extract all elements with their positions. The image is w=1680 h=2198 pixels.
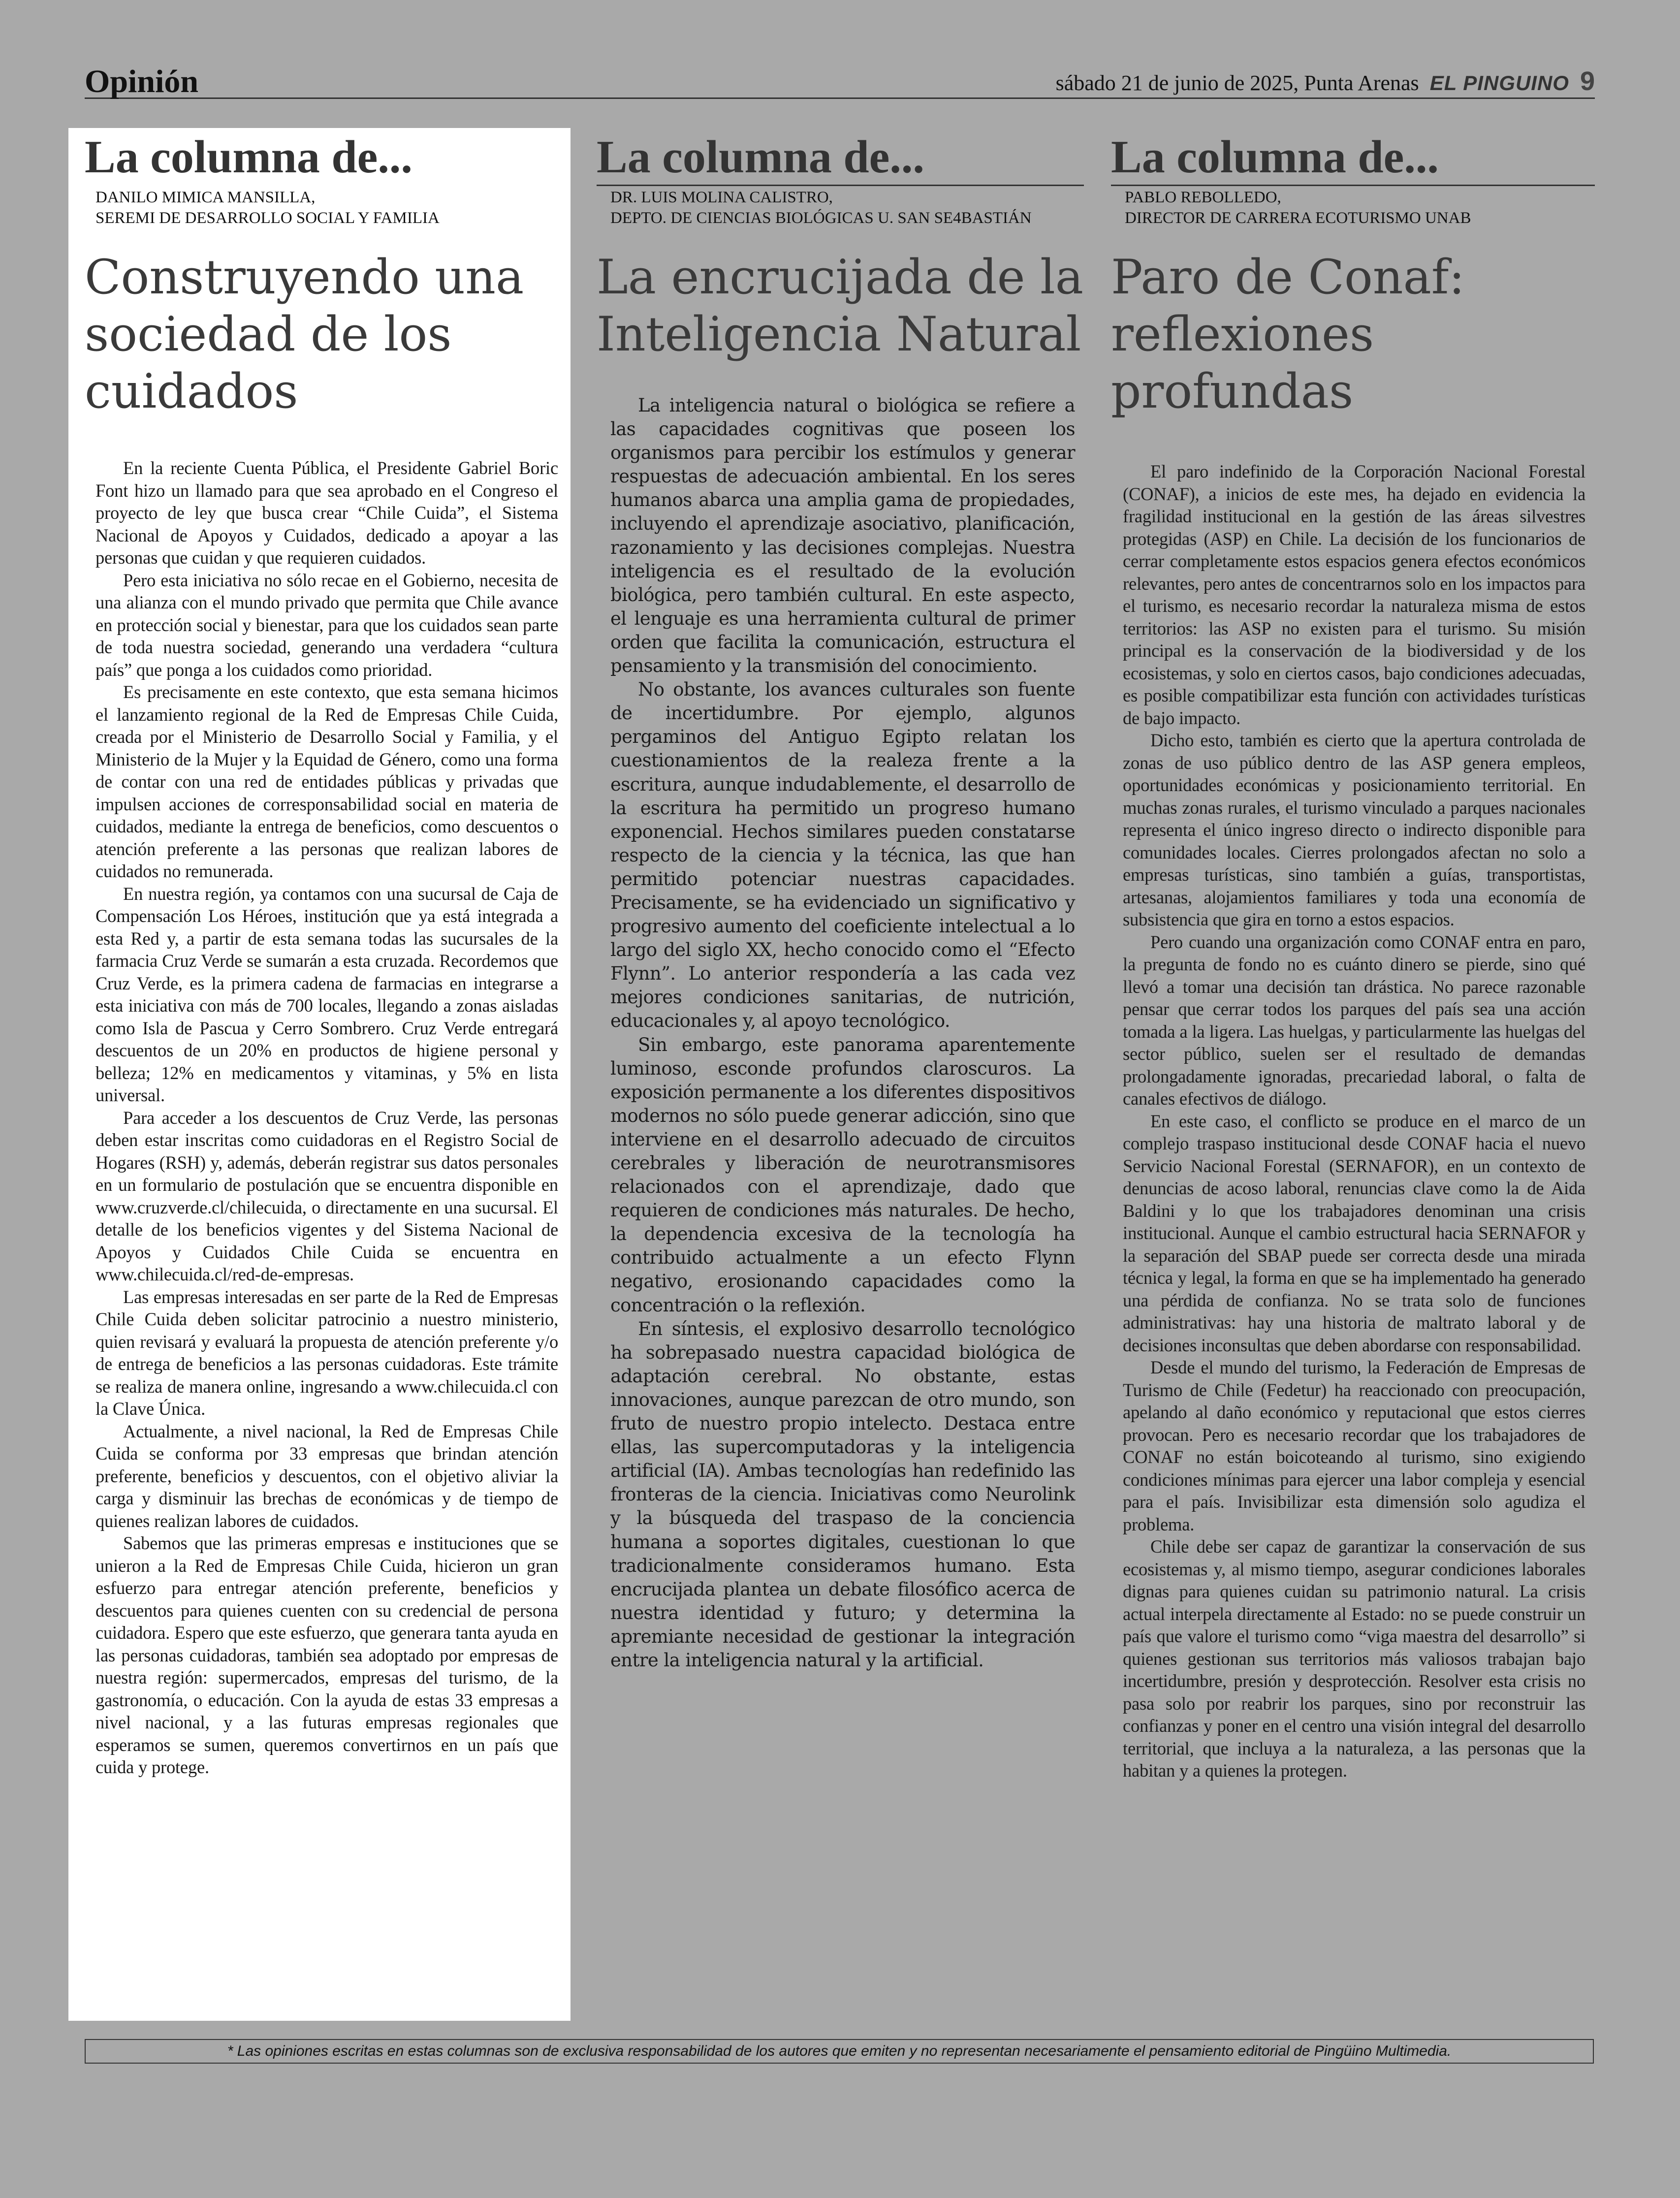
dateline: sábado 21 de junio de 2025, Punta Arenas [1055, 71, 1419, 95]
author-byline [610, 187, 1032, 228]
page-header [85, 59, 1595, 99]
header-dateline-group [1056, 66, 1595, 96]
column-divider [597, 185, 1084, 186]
column-label: La columna de... [597, 131, 924, 183]
article-headline: Paro de Conaf: reflexiones profundas [1111, 250, 1465, 419]
paragraph: No obstante, los avances culturales son fuente de incertidumbre. Por ejemplo, algunos pergaminos del Antiguo Egipto relatan los cuestionamientos de la realeza frente a la escritura, aunque indudablemente, el desarrollo de la escritura ha permitido un progreso humano exponencial. Hechos similares pueden constatarse respecto de la ciencia y la técnica, las que han permitido potenciar nuestras capacidades. Precisamente, se ha evidenciado un significativo y progresivo aumento del coeficiente intelectual a lo largo del siglo XX, hecho conocido como el “Efecto Flynn”. Lo anterior respondería a las cada vez mejores condiciones sanitarias, de nutrición, educacionales y, al apoyo tecnológico. [610, 679, 1075, 1032]
column-label: La columna de... [1111, 131, 1439, 183]
paragraph: Pero esta iniciativa no sólo recae en el Gobierno, necesita de una alianza con el mundo privado que permita que Chile avance en protección social y bienestar, para que los cuidados sean parte de toda nuestra sociedad, generando una verdadera “cultura país” que ponga a los cuidados como prioridad. [95, 570, 558, 680]
author-name: DR. LUIS MOLINA CALISTRO, [610, 189, 833, 206]
newspaper-logo: EL PINGUINO [1429, 71, 1569, 95]
paragraph: En este caso, el conflicto se produce en el marco de un complejo traspaso institucional desde CONAF hacia el nuevo Servicio Nacional Forestal (SERNAFOR), en un contexto de denuncias de acoso laboral, renuncias clave como la de Aida Baldini y lo que los trabajadores denominan una crisis institucional. Aunque el cambio estructural hacia SERNAFOR y la separación del SBAP puede ser correcta desde una mirada técnica y legal, la forma en que se ha implementado ha generado una pérdida de confianza. No se trata solo de funciones administrativas: hay una historia de maltrato laboral y de decisiones inconsultas que deben abordarse con responsabilidad. [1123, 1111, 1585, 1355]
paragraph: En nuestra región, ya contamos con una sucursal de Caja de Compensación Los Héroes, institución que ya está integrada a esta Red y, a partir de esta semana todas las sucursales de la farmacia Cruz Verde se sumarán a esta cruzada. Recordemos que Cruz Verde, es la primera cadena de farmacias en integrarse a esta iniciativa con más de 700 locales, llegando a zonas aisladas como Isla de Pascua y Cerro Sombrero. Cruz Verde entregará descuentos de un 20% en productos de higiene personal y belleza; 12% en medicamentos y vitaminas, y 5% en lista universal. [95, 883, 558, 1105]
column-divider [1111, 185, 1595, 186]
paragraph: Pero cuando una organización como CONAF entra en paro, la pregunta de fondo no es cuánto dinero se pierde, sino qué llevó a tomar una decisión tan drástica. No parece razonable pensar que cerrar todos los parques del país sea una acción tomada a la ligera. Las huelgas, y particularmente las huelgas del sector público, suelen ser el resultado de demandas prolongadamente ignoradas, precariedad laboral, o falta de canales efectivos de diálogo. [1123, 931, 1585, 1109]
paragraph: Sin embargo, este panorama aparentemente luminoso, esconde profundos claroscuros. La exposición permanente a los diferentes dispositivos modernos no sólo puede generar adicción, sino que interviene en el desarrollo adecuado de circuitos cerebrales y liberación de neurotransmisores relacionados con el aprendizaje, dado que requieren de condiciones más naturales. De hecho, la dependencia excesiva de la tecnología ha contribuido actualmente a un efecto Flynn negativo, erosionando capacidades como la concentración o la reflexión. [610, 1034, 1075, 1316]
paragraph: Desde el mundo del turismo, la Federación de Empresas de Turismo de Chile (Fedetur) ha reaccionado con preocupación, apelando al daño económico y reputacional que estos cierres provocan. Pero es necesario recordar que los trabajadores de CONAF no están boicoteando al turismo, sino exigiendo condiciones mínimas para ejercer una labor compleja y esencial para el país. Invisibilizar esta dimensión solo agudiza el problema. [1123, 1357, 1585, 1534]
paragraph: Para acceder a los descuentos de Cruz Verde, las personas deben estar inscritas como cuidadoras en el Registro Social de Hogares (RSH) y, además, deberán registrar sus datos personales en un formulario de postulación que se encuentra disponible en www.cruzverde.cl/chilecuida, o directamente en una sucursal. El detalle de los beneficios vigentes y del Sistema Nacional de Apoyos y Cuidados Chile Cuida se encuentra en www.chilecuida.cl/red-de-empresas. [95, 1107, 558, 1284]
paragraph: Es precisamente en este contexto, que esta semana hicimos el lanzamiento regional de la Red de Empresas Chile Cuida, creada por el Ministerio de Desarrollo Social y Familia, y el Ministerio de la Mujer y la Equidad de Género, como una forma de contar con una red de entidades públicas y privadas que impulsen acciones de corresponsabilidad social en materia de cuidados, mediante la entrega de beneficios, como descuentos o atención preferente a las personas que realizan labores de cuidados no remunerada. [95, 682, 558, 881]
paragraph: En la reciente Cuenta Pública, el Presidente Gabriel Boric Font hizo un llamado para que sea aprobado en el Congreso el proyecto de ley que busca crear “Chile Cuida”, el Sistema Nacional de Apoyos y Cuidados, dedicado a apoyar a las personas que cuidan y que requieren cuidados. [95, 458, 558, 568]
author-name: DANILO MIMICA MANSILLA, [95, 189, 316, 206]
author-title: DEPTO. DE CIENCIAS BIOLÓGICAS U. SAN SE4BASTIÁN [610, 209, 1032, 227]
author-title: DIRECTOR DE CARRERA ECOTURISMO UNAB [1125, 209, 1471, 227]
paragraph: Dicho esto, también es cierto que la apertura controlada de zonas de uso público dentro de las ASP genera empleos, oportunidades económicas y posicionamiento territorial. En muchas zonas rurales, el turismo vinculado a parques nacionales representa el único ingreso directo o indirecto disponible para comunidades locales. Cierres prolongados afectan no solo a empresas turísticas, sino también a guías, transportistas, artesanas, alojamientos familiares y toda una economía de subsistencia que gira en torno a estos espacios. [1123, 730, 1585, 929]
author-name: PABLO REBOLLEDO, [1125, 189, 1281, 206]
column-label: La columna de... [85, 131, 412, 183]
section-title: Opinión [85, 64, 199, 99]
article-body [1123, 460, 1585, 1782]
paragraph: Sabemos que las primeras empresas e instituciones que se unieron a la Red de Empresas Chile Cuida, hicieron un gran esfuerzo para entregar atención preferente, beneficios y descuentos para quienes cuenten con su credencial de persona cuidadora. Espero que este esfuerzo, que generara tanta ayuda en las personas cuidadoras, también sea adoptado por empresas de nuestra región: supermercados, empresas del turismo, de la gastronomía, o educación. Con la ayuda de estas 33 empresas a nivel nacional, y a las futuras empresas regionales que esperamos se sumen, queremos convertirnos en un país que cuida y protege. [95, 1533, 558, 1777]
article-headline: La encrucijada de la Inteligencia Natural [597, 250, 1084, 362]
paragraph: El paro indefinido de la Corporación Nacional Forestal (CONAF), a inicios de este mes, ha dejado en evidencia la fragilidad institucional en la gestión de las áreas silvestres protegidas (ASP) en Chile. La decisión de los funcionarios de cerrar completamente estos espacios genera efectos económicos relevantes, pero antes de concentrarnos solo en los impactos para el turismo, es necesario recordar la naturaleza misma de estos territorios: las ASP no existen para el turismo. Su misión principal es la conservación de la biodiversidad y de los ecosistemas, y solo en ciertos casos, bajo condiciones adecuadas, es posible compatibilizar esta función con actividades turísticas de bajo impacto. [1123, 461, 1585, 728]
opinion-column-1 [68, 128, 571, 2021]
article-body [95, 457, 558, 1779]
author-title: SEREMI DE DESARROLLO SOCIAL Y FAMILIA [95, 209, 440, 227]
article-body [610, 394, 1075, 1672]
paragraph: Actualmente, a nivel nacional, la Red de Empresas Chile Cuida se conforma por 33 empresas que brindan atención preferente, beneficios y descuentos, con el objetivo aliviar la carga y disminuir las brechas de económicas y de tiempo de quienes realizan labores de cuidados. [95, 1421, 558, 1531]
paragraph: La inteligencia natural o biológica se refiere a las capacidades cognitivas que poseen los organismos para percibir los estímulos y generar respuestas de adecuación ambiental. En los seres humanos abarca una amplia gama de propiedades, incluyendo el aprendizaje asociativo, planificación, razonamiento y las decisiones complejas. Nuestra inteligencia es el resultado de la evolución biológica, pero también cultural. En este aspecto, el lenguaje es una herramienta cultural de primer orden que facilita la comunicación, estructura el pensamiento y la transmisión del conocimiento. [610, 395, 1075, 677]
author-byline [95, 187, 440, 228]
article-headline: Construyendo una sociedad de los cuidados [85, 250, 524, 419]
paragraph: En síntesis, el explosivo desarrollo tecnológico ha sobrepasado nuestra capacidad biológica de adaptación cerebral. No obstante, estas innovaciones, aunque parezcan de otro mundo, son fruto de nuestro propio intelecto. Destaca entre ellas, las supercomputadoras y la inteligencia artificial (IA). Ambas tecnologías han redefinido las fronteras de la ciencia. Iniciativas como Neurolink y la búsqueda del traspaso de la conciencia humana a soportes digitales, cuestionan lo que tradicionalmente consideramos humano. Esta encrucijada plantea un debate filosófico acerca de nuestra identidad y futuro; y determina la apremiante necesidad de gestionar la integración entre la inteligencia natural y la artificial. [610, 1318, 1075, 1671]
paragraph: Chile debe ser capaz de garantizar la conservación de sus ecosistemas y, al mismo tiempo, asegurar condiciones laborales dignas para quienes cuidan su patrimonio natural. La crisis actual interpela directamente al Estado: no se puede construir un país que valore el turismo como “viga maestra del desarrollo” si quienes gestionan sus territorios más valiosos trabajan bajo incertidumbre, presión y desprotección. Resolver esta crisis no pasa solo por reabrir los parques, sino por reconstruir las confianzas y poner en el centro una visión integral del desarrollo territorial, que incluya a la naturaleza, a las personas que la habitan y a quienes la protegen. [1123, 1536, 1585, 1781]
paragraph: Las empresas interesadas en ser parte de la Red de Empresas Chile Cuida deben solicitar patrocinio a nuestro ministerio, quien revisará y evaluará la propuesta de atención preferente y/o de entrega de beneficios a las personas cuidadoras. Este trámite se realiza de manera online, ingresando a www.chilecuida.cl con la Clave Única. [95, 1286, 558, 1419]
author-byline [1125, 187, 1471, 228]
editorial-disclaimer: * Las opiniones escritas en estas columnas son de exclusiva responsabilidad de los autores que emiten y no representan necesariamente el pensamiento editorial de Pingüino Multimedia. [85, 2039, 1594, 2064]
page-number: 9 [1580, 66, 1595, 96]
